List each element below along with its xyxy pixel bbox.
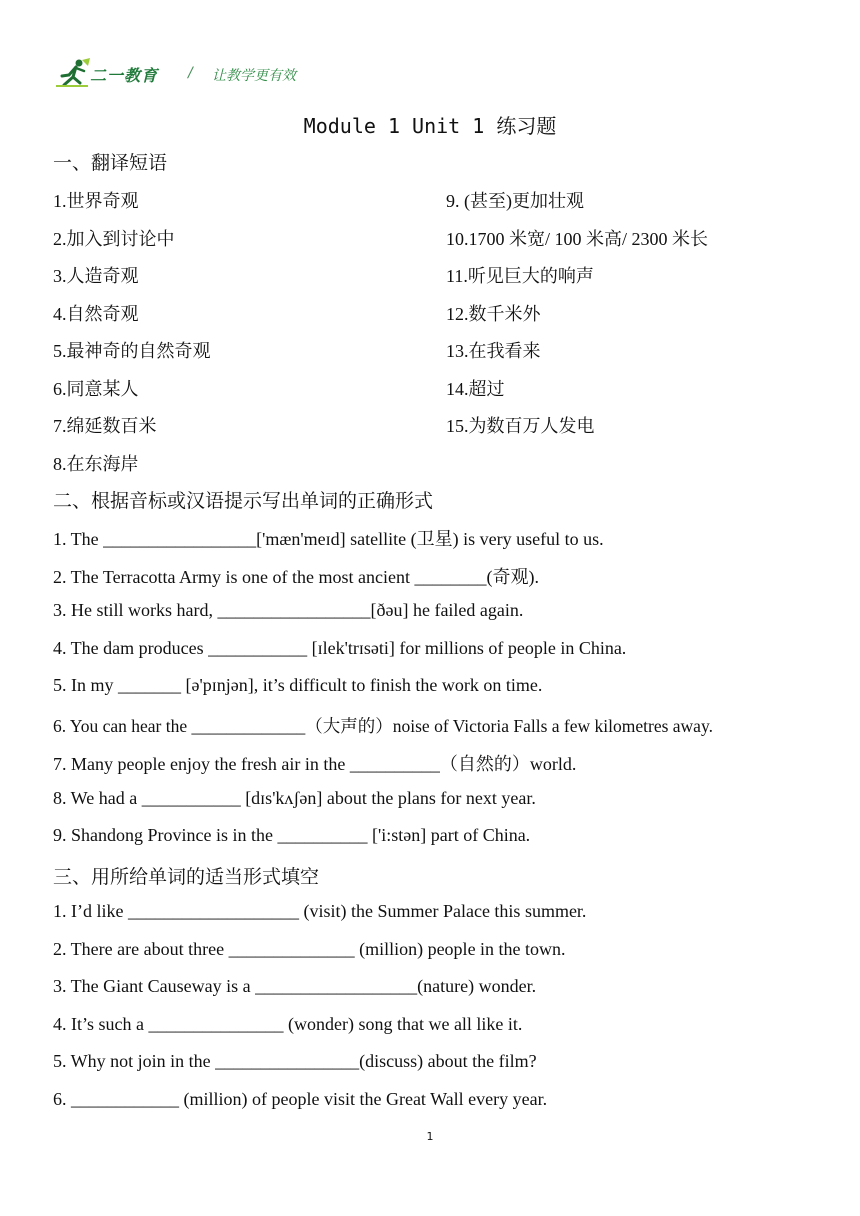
section1-item: 8.在东海岸 bbox=[53, 454, 139, 474]
section1-item: 3.人造奇观 bbox=[53, 266, 139, 286]
section1-item: 4.自然奇观 bbox=[53, 304, 139, 324]
section3-question: 3. The Giant Causeway is a __________________(nature) wonder. bbox=[53, 976, 537, 996]
section2-question: 9. Shandong Province is in the __________ ['i:stən] part of China. bbox=[53, 825, 531, 845]
header-separator: / bbox=[188, 65, 193, 81]
section2-heading: 二、根据音标或汉语提示写出单词的正确形式 bbox=[53, 490, 434, 512]
section1-item: 10.1700 米宽/ 100 米高/ 2300 米长 bbox=[446, 229, 709, 249]
section1-item: 13.在我看来 bbox=[446, 341, 541, 361]
section3-question: 1. I’d like ___________________ (visit) the Summer Palace this summer. bbox=[53, 901, 587, 921]
section2-question: 1. The _________________['mæn'meɪd] satellite (卫星) is very useful to us. bbox=[53, 529, 604, 549]
section2-question: 2. The Terracotta Army is one of the most ancient ________(奇观). bbox=[53, 567, 539, 587]
section2-question: 5. In my _______ [ə'pɪnjən], it’s difficult to finish the work on time. bbox=[53, 675, 543, 695]
section3-question: 5. Why not join in the ________________(discuss) about the film? bbox=[53, 1051, 537, 1071]
page-number: 1 bbox=[426, 1130, 434, 1143]
section2-question: 8. We had a ___________ [dɪs'kʌʃən] about the plans for next year. bbox=[53, 788, 536, 808]
section1-item: 15.为数百万人发电 bbox=[446, 416, 595, 436]
section1-item: 12.数千米外 bbox=[446, 304, 541, 324]
document-title: Module 1 Unit 1 练习题 bbox=[303, 114, 557, 138]
section2-question: 7. Many people enjoy the fresh air in the __________（自然的）world. bbox=[53, 754, 577, 774]
section1-item: 5.最神奇的自然奇观 bbox=[53, 341, 211, 361]
section1-item: 14.超过 bbox=[446, 379, 505, 399]
section3-question: 4. It’s such a _______________ (wonder) song that we all like it. bbox=[53, 1014, 523, 1034]
header-slogan: 让教学更有效 bbox=[212, 68, 296, 84]
logo bbox=[54, 56, 164, 90]
logo-text: 二一教育 bbox=[90, 66, 159, 85]
section2-question: 4. The dam produces ___________ [ɪlek'trɪsəti] for millions of people in China. bbox=[53, 638, 627, 658]
section1-item: 6.同意某人 bbox=[53, 379, 139, 399]
page-header bbox=[54, 56, 554, 92]
section1-item: 2.加入到讨论中 bbox=[53, 229, 175, 249]
section1-item: 1.世界奇观 bbox=[53, 191, 139, 211]
section3-heading: 三、用所给单词的适当形式填空 bbox=[53, 866, 320, 888]
section3-question: 2. There are about three ______________ (million) people in the town. bbox=[53, 939, 566, 959]
section1-item: 11.听见巨大的响声 bbox=[446, 266, 594, 286]
section1-item: 7.绵延数百米 bbox=[53, 416, 157, 436]
section1-item: 9. (甚至)更加壮观 bbox=[446, 191, 584, 211]
section3-question: 6. ____________ (million) of people visit the Great Wall every year. bbox=[53, 1089, 548, 1109]
section2-question: 3. He still works hard, _________________[ðəu] he failed again. bbox=[53, 600, 524, 620]
section1-heading: 一、翻译短语 bbox=[53, 152, 168, 174]
section2-question: 6. You can hear the _____________（大声的）noise of Victoria Falls a few kilometres away. bbox=[53, 716, 713, 736]
